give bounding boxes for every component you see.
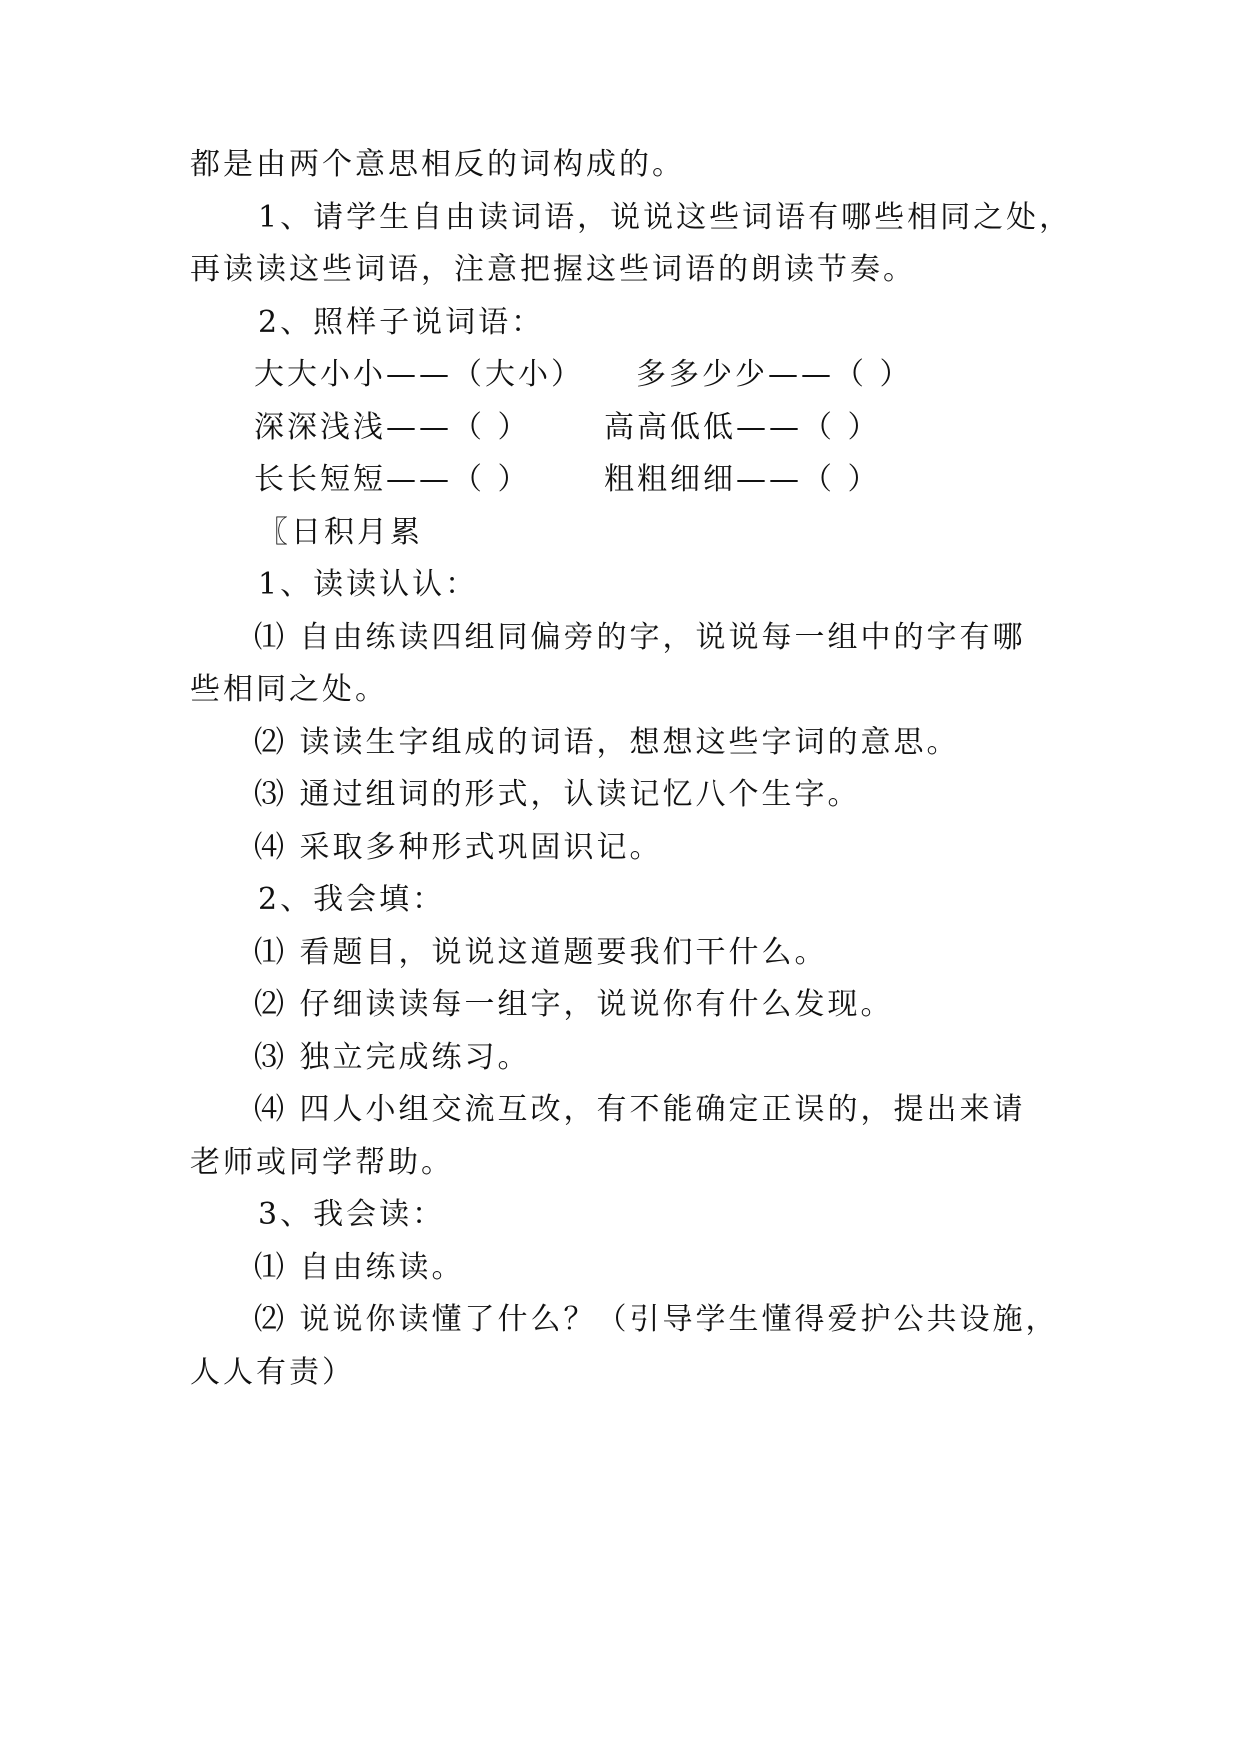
paragraph-line: ⑴ 自由练读。 — [254, 1250, 465, 1285]
paragraph-line: 2、我会填： — [258, 882, 446, 917]
paragraph-line: ⑵ 读读生字组成的词语，想想这些字词的意思。 — [254, 725, 960, 760]
paragraph-line: 再读读这些词语，注意把握这些词语的朗读节奏。 — [190, 252, 916, 287]
paragraph-line: 3、我会读： — [258, 1197, 446, 1232]
paragraph-line: ⑴ 看题目，说说这道题要我们干什么。 — [254, 935, 828, 970]
paragraph-line: 都是由两个意思相反的词构成的。 — [190, 147, 685, 182]
paragraph-line: 些相同之处。 — [190, 672, 388, 707]
paragraph-line: 1、请学生自由读词语，说说这些词语有哪些相同之处， — [258, 200, 1073, 235]
section-heading: 〖日积月累 — [258, 515, 423, 550]
paragraph-line: ⑷ 采取多种形式巩固识记。 — [254, 830, 663, 865]
paragraph-line: 人人有责） — [190, 1355, 355, 1390]
paragraph-line: ⑶ 独立完成练习。 — [254, 1040, 531, 1075]
word-example: 深深浅浅——（ ） — [254, 410, 531, 445]
word-example: 长长短短——（ ） — [254, 462, 531, 497]
word-example: 粗粗细细——（ ） — [604, 462, 881, 497]
paragraph-line: 1、读读认认： — [258, 567, 479, 602]
paragraph-line: ⑵ 仔细读读每一组字，说说你有什么发现。 — [254, 987, 894, 1022]
paragraph-line: 2、照样子说词语： — [258, 305, 545, 340]
paragraph-line: ⑶ 通过组词的形式，认读记忆八个生字。 — [254, 777, 861, 812]
word-example: 大大小小——（大小） — [254, 357, 584, 392]
word-example: 高高低低——（ ） — [604, 410, 881, 445]
word-example: 多多少少——（ ） — [636, 357, 913, 392]
paragraph-line: ⑵ 说说你读懂了什么？（引导学生懂得爱护公共设施， — [254, 1302, 1059, 1337]
paragraph-line: ⑴ 自由练读四组同偏旁的字，说说每一组中的字有哪 — [254, 620, 1026, 655]
paragraph-line: ⑷ 四人小组交流互改，有不能确定正误的，提出来请 — [254, 1092, 1026, 1127]
paragraph-line: 老师或同学帮助。 — [190, 1145, 454, 1180]
